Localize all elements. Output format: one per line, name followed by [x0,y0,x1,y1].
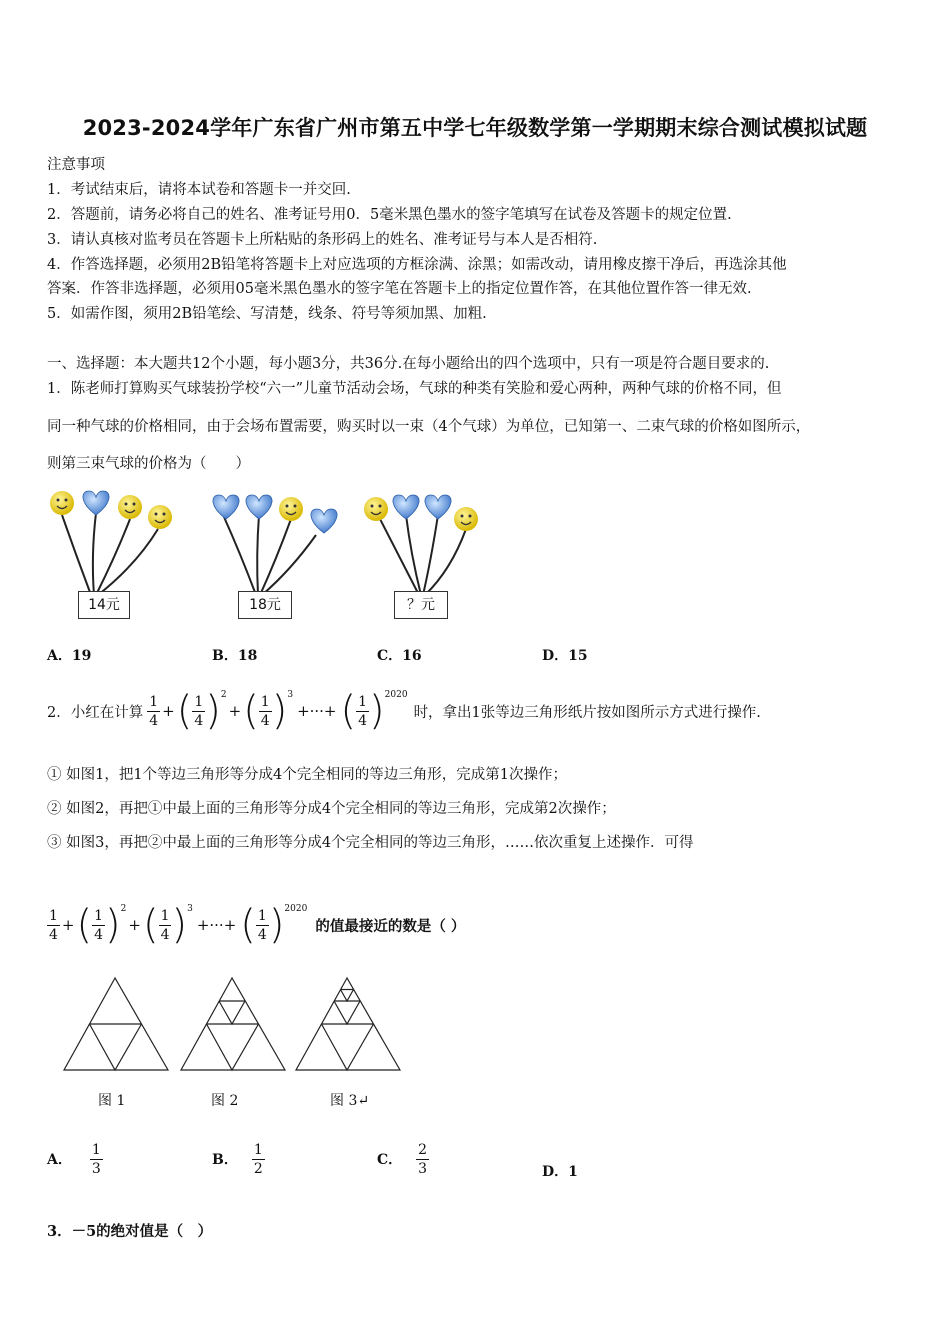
option-c[interactable]: C． $\frac{2}{3}$ [377,1141,428,1177]
question-2-step: ③ 如图3，再把②中最上面的三角形等分成4个完全相同的等边三角形，……依次重复上述操作．可得 [47,835,694,851]
figure-caption: 图 2 [211,1093,239,1109]
option-b[interactable]: B．18 [212,648,258,664]
question-2-prefix: 2．小红在计算 [47,704,144,721]
notice-item: 3．请认真核对监考员在答题卡上所粘贴的条形码上的姓名、准考证号与本人是否相符. [47,232,598,248]
notice-item: 5．如需作图，须用2B铅笔绘、写清楚，线条、符号等须加黑、加粗. [47,306,487,322]
question-2-step: ② 如图2，再把①中最上面的三角形等分成4个完全相同的等边三角形，完成第2次操作； [47,801,616,817]
question-2-expression: $\frac{1}{4}$ + ( $\frac{1}{4}$ ) 2 + ( $\frac{1}{4}$ ) 3 +···+ ( $\frac{1}{4}$ ) 2020 的值最接近的数是（ ） [49,902,466,948]
question-1-line: 则第三束气球的价格为（ ） [47,456,250,472]
price-tag: ？元 [394,591,448,619]
section-heading: 一、选择题：本大题共12个小题，每小题3分，共36分.在每小题给出的四个选项中，只有一项是符合题目要求的. [47,356,770,372]
figure-caption: 图 1 [98,1093,126,1109]
option-a[interactable]: A． $\frac{1}{3}$ [47,1141,101,1177]
figure-caption: 图 3↵ [330,1093,370,1109]
option-d[interactable]: D．1 [542,1164,578,1180]
triangle-figure-2 [181,978,285,1070]
question-1-line: 同一种气球的价格相同，由于会场布置需要，购买时以一束（4个气球）为单位，已知第一、二束气球的价格如图所示， [47,419,811,435]
option-c[interactable]: C．16 [377,648,422,664]
notice-item: 2．答题前，请务必将自己的姓名、准考证号用0．5毫米黑色墨水的签字笔填写在试卷及答题卡的规定位置. [47,207,732,223]
question-2-line: 2．小红在计算 $\frac{1}{4}$ + ( $\frac{1}{4}$ ) 2 + ( $\frac{1}{4}$ ) 3 +···+ ( $\frac{1}{4}$ ) 2020 时，拿出1张等边三角形纸片按如图所示方式进行操作. [47,688,761,734]
page-title: 2023-2024学年广东省广州市第五中学七年级数学第一学期期末综合测试模拟试题 [82,116,868,140]
notice-item: 答案．作答非选择题，必须用05毫米黑色墨水的签字笔在答题卡上的指定位置作答，在其他位置作答一律无效. [47,281,752,297]
triangle-figure-3 [296,978,400,1070]
question-3: 3．－5的绝对值是（ ） [47,1223,213,1240]
question-2-step: ① 如图1，把1个等边三角形等分成4个完全相同的等边三角形，完成第1次操作； [47,767,568,783]
price-tag: 18元 [238,591,292,619]
notice-item: 1．考试结束后，请将本试卷和答题卡一并交回. [47,182,351,198]
price-tag: 14元 [78,591,130,619]
option-a[interactable]: A．19 [47,648,92,664]
notice-heading: 注意事项 [47,157,105,173]
fraction: $\frac{1}{4}$ [149,693,159,729]
question-1-line: 1．陈老师打算购买气球装扮学校“六一”儿童节活动会场，气球的种类有笑脸和爱心两种，两种气球的价格不同，但 [47,381,782,397]
question-2-suffix: 时，拿出1张等边三角形纸片按如图所示方式进行操作. [413,704,761,721]
option-d[interactable]: D．15 [542,648,588,664]
option-b[interactable]: B． $\frac{1}{2}$ [212,1141,263,1177]
notice-item: 4．作答选择题，必须用2B铅笔将答题卡上对应选项的方框涂满、涂黑；如需改动，请用橡皮擦干净后，再选涂其他 [47,257,787,273]
triangle-figure-1 [64,978,168,1070]
triangle-figures [60,975,410,1075]
